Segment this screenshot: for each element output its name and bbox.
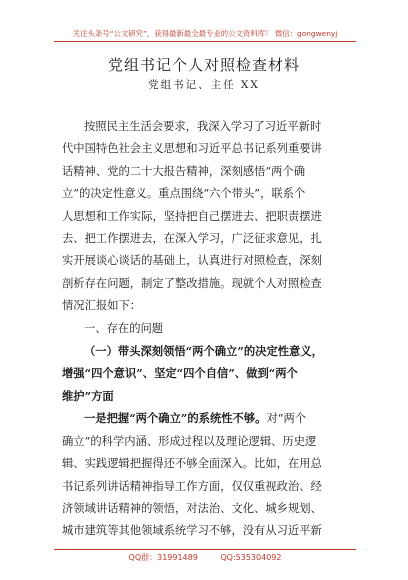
intro-line: 话精神、党的二十大报告精神，深刻感悟“两个确 <box>62 164 306 178</box>
intro-line: 代中国特色社会主义思想和习近平总书记系列重要讲 <box>62 142 322 156</box>
document-body <box>62 116 350 543</box>
point-line: 济领域讲话精神的领悟，对法治、文化、城乡规划、 <box>62 501 322 515</box>
point-line: 城市建筑等其他领域系统学习不够，没有从习近平新 <box>62 524 322 538</box>
footer-qq-group: QQ群：31991489 <box>128 553 198 562</box>
subheading <box>62 340 350 407</box>
intro-line: 情况汇报如下： <box>62 299 142 313</box>
point-line: 确立”的科学内涵、形成过程以及理论逻辑、历史逻 <box>62 434 317 448</box>
point-line-tail: 对“两个 <box>266 412 307 426</box>
document-byline: 党组书记、主任 XX <box>148 79 260 91</box>
intro-line: 实开展谈心谈话的基础上，认真进行对照检查，深刻 <box>62 254 322 268</box>
intro-line: 去、把工作摆进去，在深入学习，广泛征求意见，扎 <box>62 232 322 246</box>
point-paragraph <box>62 407 350 542</box>
point-first-line <box>62 407 350 430</box>
section-heading-text: 一、存在的问题 <box>84 321 164 335</box>
intro-line: 立”的决定性意义。重点围绕“六个带头”，联系个 <box>62 187 306 201</box>
point-line: 书记系列讲话精神指导工作方面，仅仅重视政治、经 <box>62 479 322 493</box>
point-lead: 一是把握“两个确立”的系统性不够。 <box>84 411 267 426</box>
header-banner: 关注头条号“公文研究”，获得最新最全最专业的公文资料库！ 微信：gongwenyj <box>54 28 356 42</box>
section-heading <box>62 318 350 340</box>
subheading-line: 维护”方面 <box>62 388 114 403</box>
intro-line: 人思想和工作实际，坚持把自己摆进去、把职责摆进 <box>62 209 322 223</box>
document-title: 党组书记个人对照检查材料 <box>107 56 300 74</box>
footer-qq: QQ:535304092 <box>220 553 282 562</box>
intro-line: 剖析存在问题，制定了整改措施。现就个人对照检查 <box>62 276 322 290</box>
point-line: 辑、实践逻辑把握得还不够全面深入。比如，在用总 <box>62 457 322 471</box>
subheading-line: （一）带头深刻领悟“两个确立”的决定性意义， <box>84 344 323 359</box>
intro-line: 按照民主生活会要求，我深入学习了习近平新时 <box>84 120 322 133</box>
footer <box>54 549 356 563</box>
subheading-line: 增强“四个意识”、坚定“四个自信”、做到“两个 <box>62 366 298 381</box>
intro-paragraph <box>62 116 350 318</box>
